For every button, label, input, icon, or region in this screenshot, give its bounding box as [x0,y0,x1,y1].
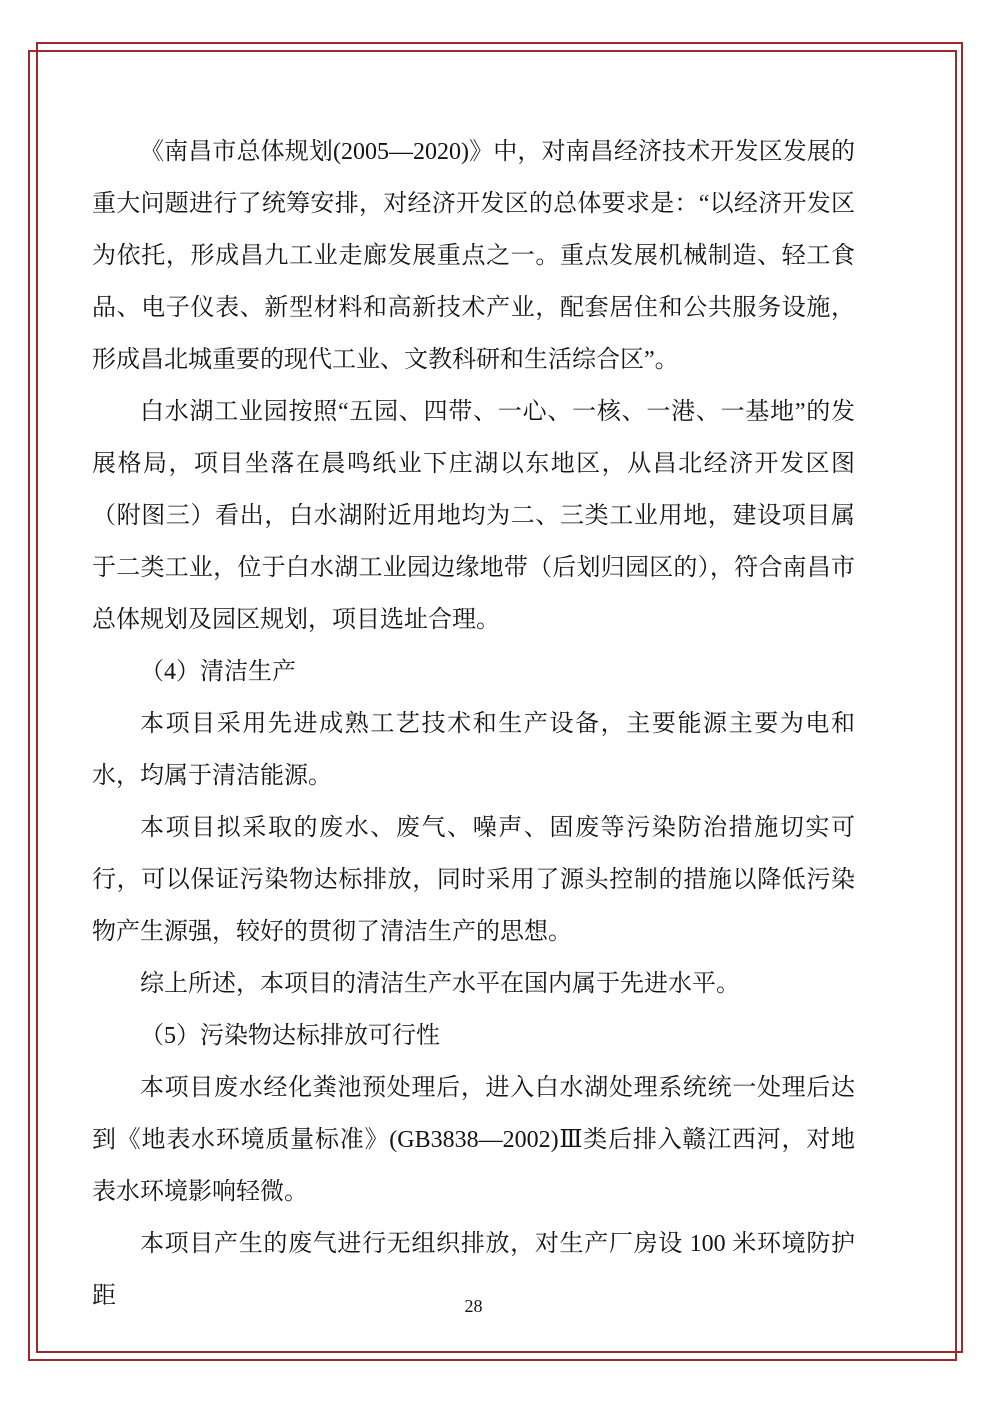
paragraph-wastewater-treatment: 本项目废水经化粪池预处理后，进入白水湖处理系统统一处理后达到《地表水环境质量标准》(GB3838—2002)Ⅲ类后排入赣江西河，对地表水环境影响轻微。 [92,1075,855,1205]
paragraph-industrial-park-layout: 白水湖工业园按照“五园、四带、一心、一核、一港、一基地”的发展格局，项目坐落在晨鸣纸业下庄湖以东地区，从昌北经济开发区图（附图三）看出，白水湖附近用地均为二、三类工业用地，建设项目属于二类工业，位于白水湖工业园边缘地带（后划归园区的），符合南昌市总体规划及园区规划，项目选址合理。 [92,399,855,633]
document-body [92,126,855,1322]
page-number: 28 [464,1296,483,1316]
paragraph-clean-production-summary: 综上所述，本项目的清洁生产水平在国内属于先进水平。 [140,971,740,997]
paragraph-pollution-control-measures: 本项目拟采取的废水、废气、噪声、固废等污染防治措施切实可行，可以保证污染物达标排放，同时采用了源头控制的措施以降低污染物产生源强，较好的贯彻了清洁生产的思想。 [92,815,855,945]
paragraph-city-master-plan: 《南昌市总体规划(2005—2020)》中，对南昌经济技术开发区发展的重大问题进行了统筹安排，对经济开发区的总体要求是：“以经济开发区为依托，形成昌九工业走廊发展重点之一。重点发展机械制造、轻工食品、电子仪表、新型材料和高新技术产业，配套居住和公共服务设施，形成昌北城重要的现代工业、文教科研和生活综合区”。 [92,139,855,373]
paragraph-clean-energy: 本项目采用先进成熟工艺技术和生产设备，主要能源主要为电和水，均属于清洁能源。 [92,711,855,789]
paragraph-waste-gas-emission: 本项目产生的废气进行无组织排放，对生产厂房设 100 米环境防护距 [92,1231,855,1309]
heading-discharge-feasibility: （5）污染物达标排放可行性 [140,1023,440,1049]
heading-clean-production: （4）清洁生产 [140,659,296,685]
